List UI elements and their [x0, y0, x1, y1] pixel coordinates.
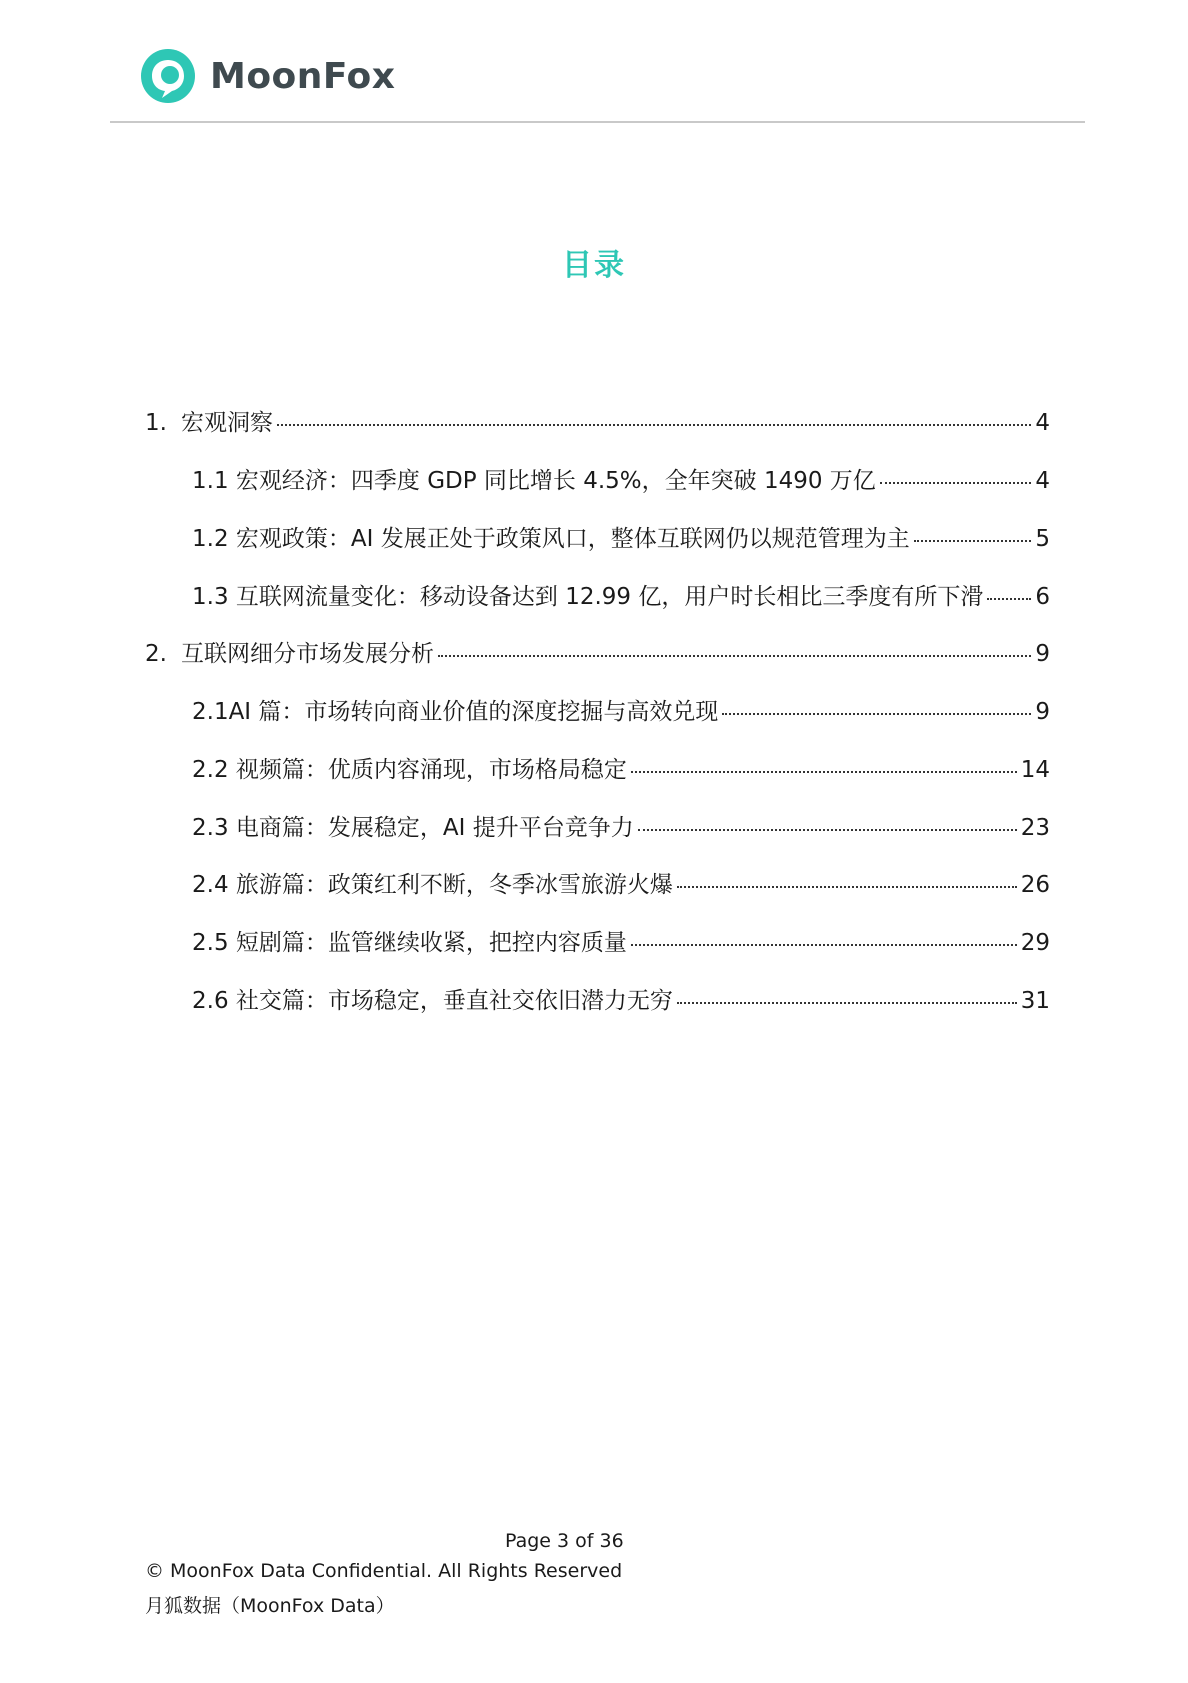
- footer-company: 月狐数据（MoonFox Data）: [145, 1595, 395, 1617]
- toc-entry-page: 31: [1020, 988, 1050, 1014]
- toc-entry-page: 4: [1035, 468, 1050, 494]
- toc-entry-2-5[interactable]: [192, 926, 1050, 960]
- toc-entry-2-1[interactable]: [192, 695, 1050, 729]
- brand-name: MoonFox: [210, 55, 396, 97]
- toc-entry-1-1[interactable]: [192, 464, 1050, 498]
- toc-entry-label: 宏观洞察: [180, 410, 273, 436]
- toc-dot-leader: [677, 886, 1017, 888]
- toc-dot-leader: [638, 829, 1017, 831]
- footer-copyright: © MoonFox Data Confidential. All Rights Reserved: [145, 1560, 623, 1582]
- toc-dot-leader: [914, 540, 1032, 542]
- toc-entry-page: 4: [1035, 410, 1050, 436]
- toc-dot-leader: [277, 424, 1031, 426]
- toc-dot-leader: [722, 713, 1031, 715]
- toc-entry-page: 23: [1020, 815, 1050, 841]
- toc-title: 目录: [562, 248, 626, 283]
- page-header: [110, 44, 1085, 122]
- brand-logo: [140, 48, 396, 104]
- toc-entry-label: 2.2 视频篇：优质内容涌现，市场格局稳定: [192, 757, 627, 783]
- toc-entry-label: 2.1AI 篇：市场转向商业价值的深度挖掘与高效兑现: [192, 699, 719, 725]
- toc-entry-label: 2.6 社交篇：市场稳定，垂直社交依旧潜力无穷: [192, 988, 673, 1014]
- toc-entry-2-4[interactable]: [192, 868, 1050, 902]
- toc-entry-2-6[interactable]: [192, 984, 1050, 1018]
- toc-entry-label: 互联网细分市场发展分析: [180, 641, 434, 667]
- toc-entry-label: 2.3 电商篇：发展稳定，AI 提升平台竞争力: [192, 815, 634, 841]
- toc-dot-leader: [677, 1002, 1017, 1004]
- toc-entry-1[interactable]: [145, 406, 1050, 440]
- toc-entry-2[interactable]: [145, 637, 1050, 671]
- toc-entry-label: 1.3 互联网流量变化：移动设备达到 12.99 亿，用户时长相比三季度有所下滑: [192, 584, 984, 610]
- toc-entry-2-3[interactable]: [192, 811, 1050, 845]
- toc-dot-leader: [631, 771, 1017, 773]
- toc-entry-label: 2.5 短剧篇：监管继续收紧，把控内容质量: [192, 930, 627, 956]
- toc-entry-2-2[interactable]: [192, 753, 1050, 787]
- toc-entry-1-3[interactable]: [192, 580, 1050, 614]
- toc-entry-page: 9: [1035, 699, 1050, 725]
- toc-dot-leader: [438, 655, 1031, 657]
- toc-entry-page: 5: [1035, 526, 1050, 552]
- toc-dot-leader: [880, 482, 1032, 484]
- toc-entry-label: 1.1 宏观经济：四季度 GDP 同比增长 4.5%，全年突破 1490 万亿: [192, 468, 876, 494]
- page-number-label: Page 3 of 36: [505, 1530, 624, 1552]
- toc-entry-number: 2.: [145, 641, 167, 667]
- toc-entry-label: 1.2 宏观政策：AI 发展正处于政策风口，整体互联网仍以规范管理为主: [192, 526, 910, 552]
- toc-dot-leader: [987, 598, 1031, 600]
- toc-entry-1-2[interactable]: [192, 522, 1050, 556]
- toc-entry-page: 9: [1035, 641, 1050, 667]
- moonfox-logo-icon: [140, 48, 196, 104]
- toc-entry-number: 1.: [145, 410, 167, 436]
- header-divider: [110, 121, 1085, 123]
- toc-entry-label: 2.4 旅游篇：政策红利不断，冬季冰雪旅游火爆: [192, 872, 673, 898]
- toc-dot-leader: [631, 944, 1017, 946]
- toc-entry-page: 29: [1020, 930, 1050, 956]
- toc-entry-page: 26: [1020, 872, 1050, 898]
- toc-entry-page: 6: [1035, 584, 1050, 610]
- toc-entry-page: 14: [1020, 757, 1050, 783]
